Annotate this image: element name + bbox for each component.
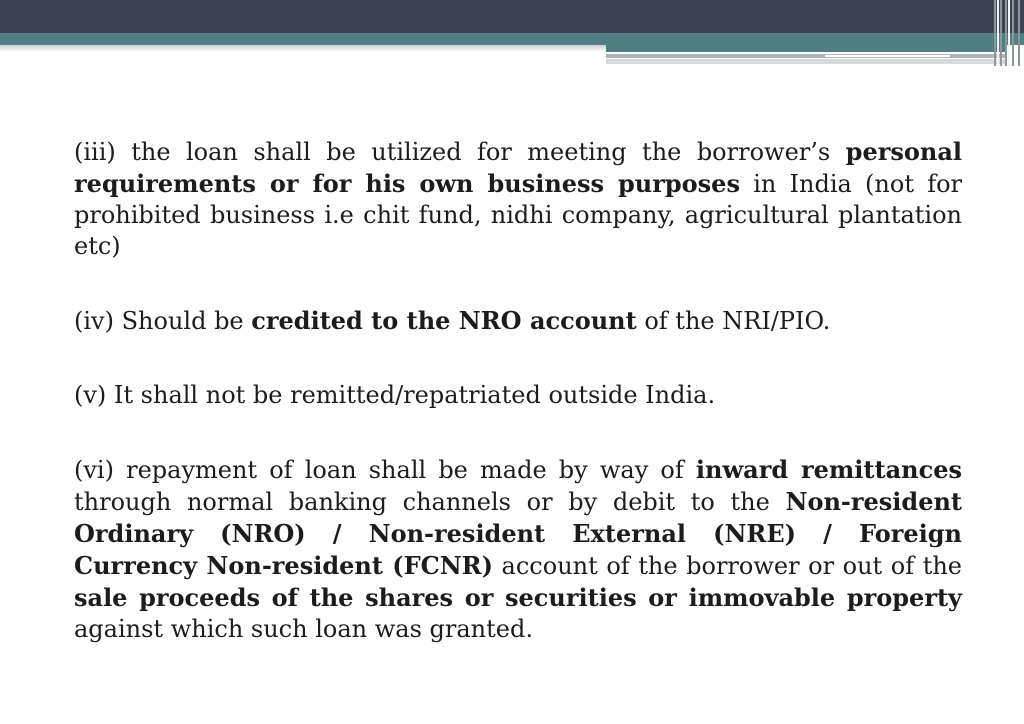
bold-text-run: inward remittances (695, 455, 962, 484)
bold-text-run: Non-resident Ordinary (NRO) / Non-resident External (NRE) / Foreign Currency Non-resident (FCNR) (74, 487, 962, 580)
slide-body (74, 136, 962, 688)
slide-header-decoration (0, 0, 1024, 70)
paragraph-vi (74, 454, 962, 645)
paragraph-iii (74, 136, 962, 262)
header-dark-bar (0, 0, 1024, 33)
text-run: of the NRI/PIO. (636, 307, 831, 335)
header-light-stripe (606, 59, 1006, 64)
text-run: (iii) the loan shall be utilized for meeting the borrower’s (74, 138, 846, 166)
bold-text-run: sale proceeds of the shares or securities or immovable property (74, 583, 962, 612)
bold-text-run: personal requirements or for his own business purposes (74, 137, 962, 198)
text-run: through normal banking channels or by debit to the (74, 488, 786, 516)
header-white-line (825, 55, 950, 57)
header-shadow (0, 45, 610, 52)
paragraph-v (74, 380, 962, 411)
text-run: against which such loan was granted. (74, 615, 533, 643)
paragraph-iv (74, 305, 962, 337)
text-run: in India (not for prohibited business i.e chit fund, nidhi company, agricultural plantation etc) (74, 170, 962, 260)
text-run: (v) It shall not be remitted/repatriated outside India. (74, 381, 716, 409)
header-vertical-lines (992, 0, 1024, 66)
text-run: (iv) Should be (74, 307, 252, 335)
header-teal-accent (606, 45, 1006, 52)
header-teal-bar (0, 33, 1024, 45)
text-run: (vi) repayment of loan shall be made by way of (74, 456, 696, 484)
text-run: account of the borrower or out of the (492, 552, 963, 580)
bold-text-run: credited to the NRO account (251, 306, 637, 335)
